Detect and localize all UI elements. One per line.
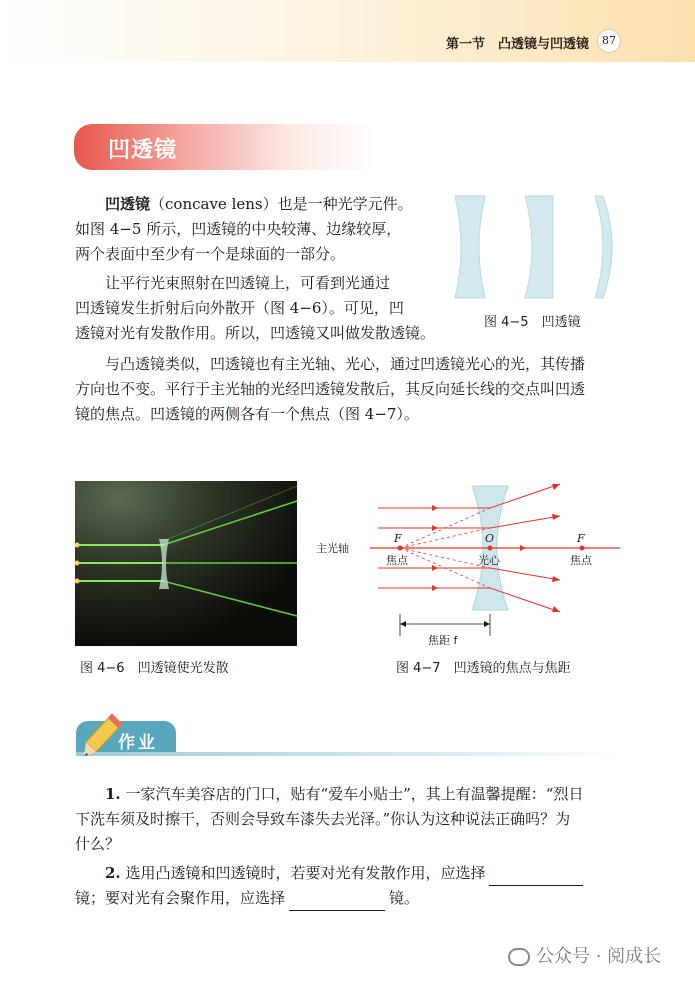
term-concave-lens: 凹透镜 <box>105 195 151 213</box>
question-2-line-1 <box>105 861 583 886</box>
label-o: O <box>485 532 495 545</box>
paragraph-3-line-2: 方向也不变。平行于主光轴的光经凹透镜发散后，其反向延长线的交点叫凹透 <box>75 380 586 398</box>
question-1-line-2: 下洗车须及时擦干，否则会导致车漆失去光泽。”你认为这种说法正确吗？为 <box>75 810 571 828</box>
paragraph-1-line-1 <box>105 192 413 217</box>
answer-blank-2[interactable] <box>289 893 385 911</box>
label-focus-left: 焦点 <box>386 554 408 567</box>
question-2-text-part-a: 镜；要对光有会聚作用，应选择 <box>75 889 286 907</box>
paragraph-1-text: （concave lens）也是一种光学元件。 <box>150 195 413 213</box>
header-band <box>0 0 695 62</box>
homework-title: 作业 <box>118 733 158 753</box>
paragraph-3-line-3: 镜的焦点。凹透镜的两侧各有一个焦点（图 4−7）。 <box>75 405 419 423</box>
question-2-text: 选用凸透镜和凹透镜时，若要对光有发散作用，应选择 <box>125 864 486 882</box>
question-1-line-1 <box>105 782 583 807</box>
optical-center <box>488 546 493 551</box>
paragraph-3-line-1: 与凸透镜类似，凹透镜也有主光轴、光心，通过凹透镜光心的光，其传播 <box>105 355 586 373</box>
label-focus-right: 焦点 <box>570 554 592 567</box>
label-focal-length: 焦距 f <box>428 634 458 647</box>
question-2-text-part-b: 镜。 <box>389 889 420 907</box>
label-f-left: F <box>394 532 402 545</box>
paragraph-2-line-2: 凹透镜发生折射后向外散开（图 4−6）。可见，凹 <box>75 299 404 317</box>
question-2-number: 2. <box>105 864 121 882</box>
paragraph-2-line-3: 透镜对光有发散作用。所以，凹透镜又叫做发散透镜。 <box>75 324 436 342</box>
paragraph-1-line-3: 两个表面中至少有一个是球面的一部分。 <box>75 245 346 263</box>
question-1-text: 一家汽车美容店的门口，贴有“爱车小贴士”，其上有温馨提醒：“烈日 <box>125 785 584 803</box>
question-1-line-3: 什么？ <box>75 835 121 853</box>
plano-concave-lens <box>525 196 553 298</box>
figure-4-6-photo <box>75 481 297 646</box>
paragraph-2-line-1: 让平行光束照射在凹透镜上，可看到光通过 <box>105 274 391 292</box>
chapter-title: 第一节 凸透镜与凹透镜 <box>446 37 590 52</box>
figure-4-7-diagram <box>310 478 630 650</box>
watermark-text: 公众号 · 阅成长 <box>536 946 662 967</box>
laser-photo-illustration <box>75 481 297 646</box>
label-f-right: F <box>577 532 585 545</box>
focal-point-left <box>398 546 403 551</box>
figure-4-6-caption: 图 4−6 凹透镜使光发散 <box>80 661 229 676</box>
wechat-icon <box>508 948 530 966</box>
label-optical-center: 光心 <box>478 554 500 567</box>
paragraph-1-line-2: 如图 4−5 所示，凹透镜的中央较薄、边缘较厚， <box>75 220 402 238</box>
biconcave-lens <box>455 196 485 298</box>
focal-point-right <box>580 546 585 551</box>
section-title: 凹透镜 <box>108 138 178 163</box>
watermark <box>508 942 661 968</box>
label-principal-axis: 主光轴 <box>316 542 349 555</box>
meniscus-concave-lens <box>595 196 612 298</box>
question-1-number: 1. <box>105 785 121 803</box>
figure-4-7-caption: 图 4−7 凹透镜的焦点与焦距 <box>396 661 571 676</box>
question-2-line-2 <box>75 886 419 911</box>
page-number: 87 <box>597 29 621 53</box>
figure-4-5-lenses <box>445 192 625 304</box>
figure-4-5-caption: 图 4−5 凹透镜 <box>484 315 581 330</box>
answer-blank-1[interactable] <box>489 868 583 886</box>
